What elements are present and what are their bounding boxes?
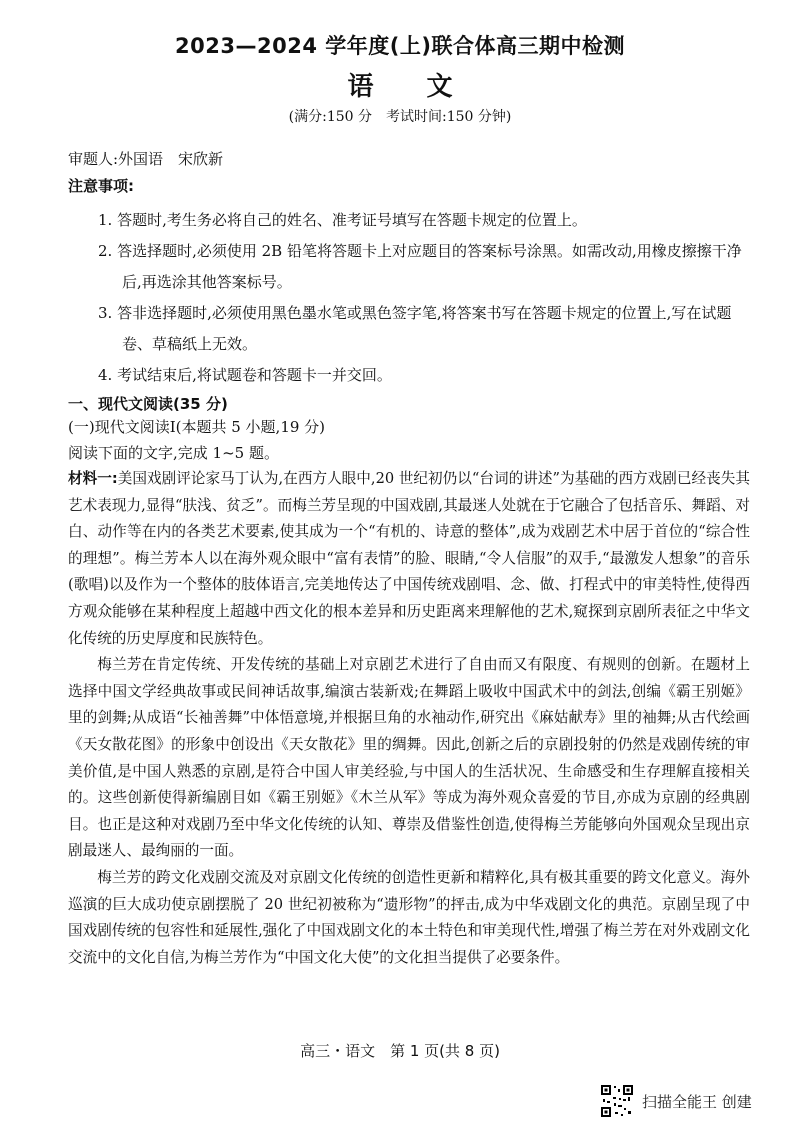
notice-item: 4. 考试结束后,将试题卷和答题卡一并交回。 bbox=[98, 366, 392, 384]
notice-item: 1. 答题时,考生务必将自己的姓名、准考证号填写在答题卡规定的位置上。 bbox=[98, 211, 587, 229]
qr-code-icon bbox=[600, 1084, 634, 1118]
notice-list bbox=[98, 205, 760, 391]
exam-meta: (满分:150 分 考试时间:150 分钟) bbox=[288, 109, 512, 125]
notice-item: 3. 答非选择题时,必须使用黑色墨水笔或黑色签字笔,将答案书写在答题卡规定的位置上,写在试题卷、草稿纸上无效。 bbox=[98, 304, 732, 353]
subject-title: 语 文 bbox=[347, 72, 475, 102]
paragraph-text: 美国戏剧评论家马丁认为,在西方人眼中,20 世纪初仍以“台词的讲述”为基础的西方戏剧已经丧失其艺术表现力,显得“肤浅、贫乏”。而梅兰芳呈现的中国戏剧,其最迷人处就在于它融合了包括音乐、舞蹈、对白、动作等在内的各类艺术要素,使其成为一个“有机的、诗意的整体”,成为戏剧艺术中居于首位的“综合性的理想”。梅兰芳本人以在海外观众眼中“富有表情”的脸、眼睛,“令人信服”的双手,“最激发人想象”的音乐(歌唱)以及作为一个整体的肢体语言,完美地传达了中国传统戏剧唱、念、做、打程式中的审美特性,使得西方观众能够在某种程度上超越中西文化的根本差异和历史距离来理解他的艺术,窥探到京剧所表征之中华文化传统的历史厚度和民族特色。 bbox=[68, 470, 750, 647]
reading-instruction: 阅读下面的文字,完成 1~5 题。 bbox=[68, 444, 279, 462]
material-paragraph-1 bbox=[68, 466, 750, 652]
subsection-heading: (一)现代文阅读Ⅰ(本题共 5 小题,19 分) bbox=[68, 418, 326, 436]
notice-item: 2. 答选择题时,必须使用 2B 铅笔将答题卡上对应题目的答案标号涂黑。如需改动,用橡皮擦擦干净后,再选涂其他答案标号。 bbox=[98, 242, 742, 291]
scanner-watermark bbox=[600, 1084, 752, 1118]
watermark-text: 扫描全能王 创建 bbox=[642, 1092, 752, 1111]
material-label: 材料一: bbox=[68, 470, 118, 487]
page-footer: 高三・语文 第 1 页(共 8 页) bbox=[300, 1042, 500, 1060]
exam-title: 2023—2024 学年度(上)联合体高三期中检测 bbox=[175, 34, 625, 58]
material-paragraph-2: 梅兰芳在肯定传统、开发传统的基础上对京剧艺术进行了自由而又有限度、有规则的创新。在题材上选择中国文学经典故事或民间神话故事,编演古装新戏;在舞蹈上吸收中国武术中的剑法,创编《霸王别姬》里的剑舞;从成语“长袖善舞”中体悟意境,并根据旦角的水袖动作,研究出《麻姑献寿》里的袖舞;从古代绘画《天女散花图》的形象中创设出《天女散花》里的绸舞。因此,创新之后的京剧投射的仍然是戏剧传统的审美价值,是中国人熟悉的京剧,是符合中国人审美经验,与中国人的生活状况、生命感受和生存理解直接相关的。这些创新使得新编剧目如《霸王别姬》《木兰从军》等成为海外观众喜爱的节目,亦成为京剧的经典剧目。也正是这种对戏剧乃至中华文化传统的认知、尊崇及借鉴性创造,使得梅兰芳能够向外国观众呈现出京剧最迷人、最绚丽的一面。 bbox=[68, 656, 750, 860]
material-one bbox=[68, 466, 750, 971]
reviewer-line: 审题人:外国语 宋欣新 bbox=[68, 150, 224, 168]
notice-heading: 注意事项: bbox=[68, 177, 134, 195]
material-paragraph-3: 梅兰芳的跨文化戏剧交流及对京剧文化传统的创造性更新和精粹化,具有极其重要的跨文化意义。海外巡演的巨大成功使京剧摆脱了 20 世纪初被称为“遗形物”的抨击,成为中华戏剧文化的典范。京剧呈现了中国戏剧传统的包容性和延展性,强化了中国戏剧文化的本土特色和审美现代性,增强了梅兰芳在对外戏剧文化交流中的文化自信,为梅兰芳作为“中国文化大使”的文化担当提供了必要条件。 bbox=[68, 868, 750, 966]
section-heading: 一、现代文阅读(35 分) bbox=[68, 395, 228, 413]
